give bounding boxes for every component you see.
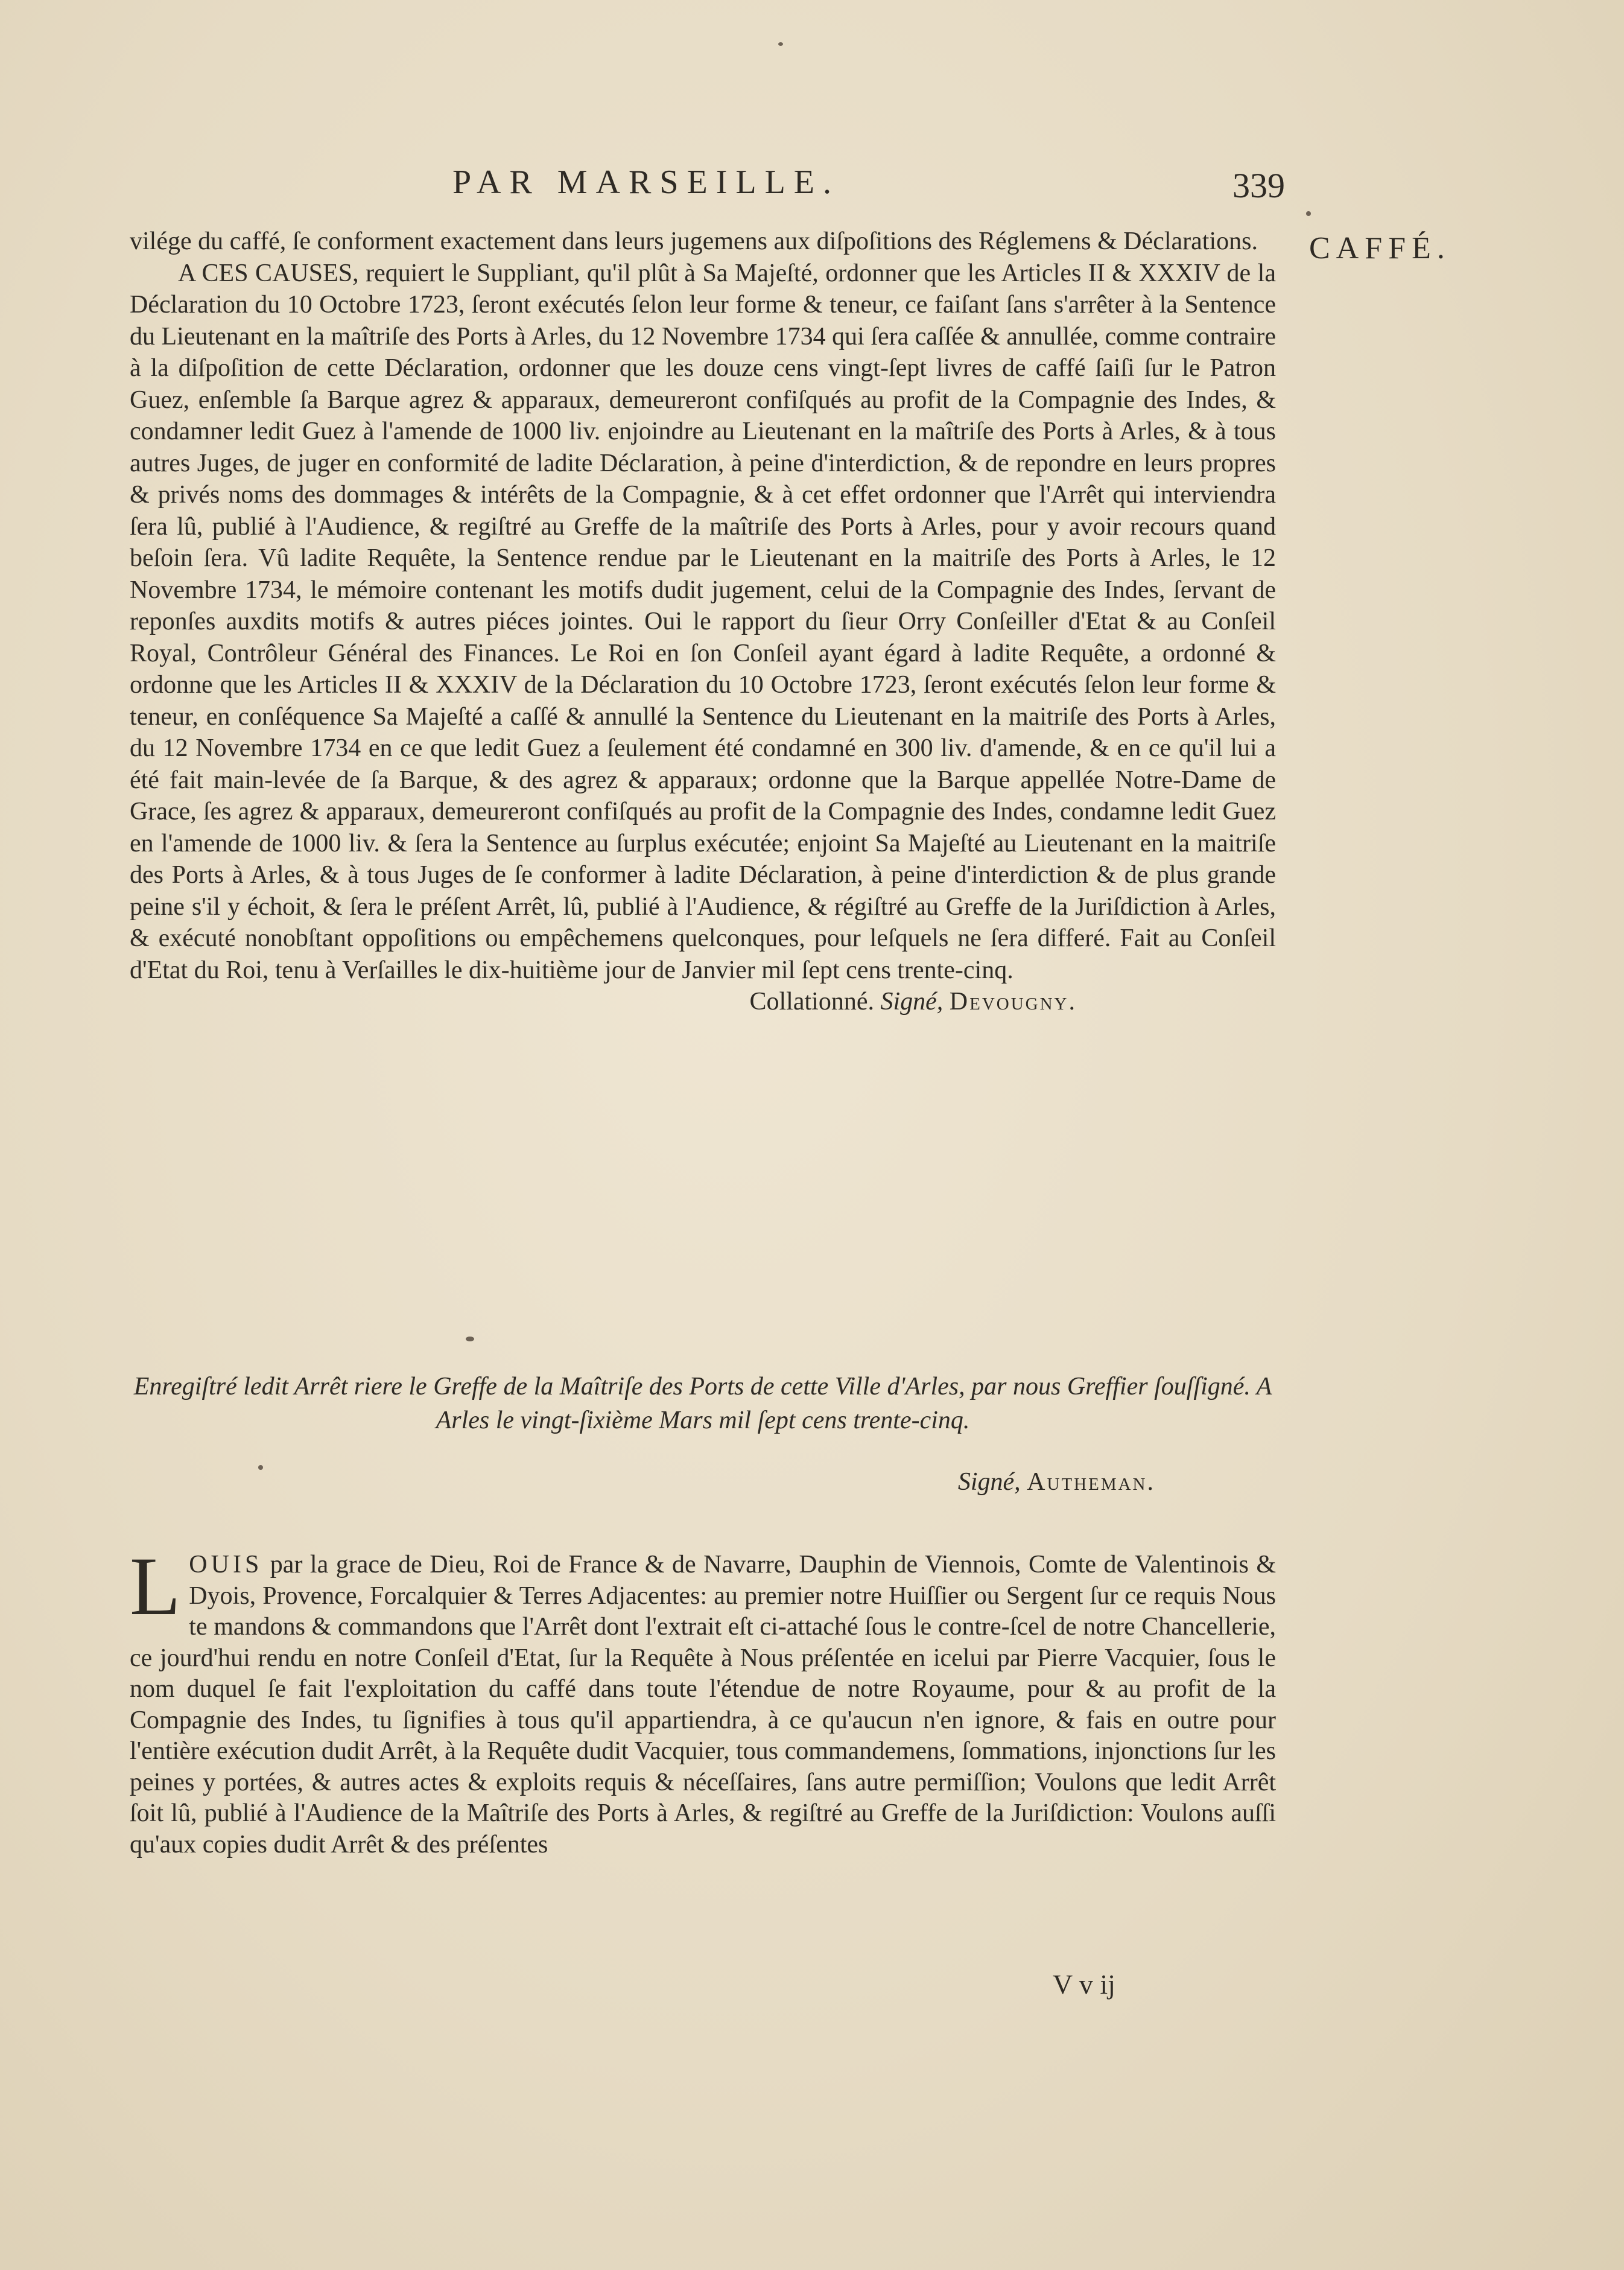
page-number: 339 — [1232, 166, 1285, 205]
drop-cap: L — [130, 1540, 181, 1632]
opening-words: OUIS — [189, 1551, 263, 1579]
collation-signature — [130, 986, 1276, 1018]
signatory-name: Devougny. — [949, 988, 1077, 1016]
letters-text: par la grace de Dieu, Roi de France & de Navarre, Dauphin de Viennois, Comte de Valentinois & Dyois, Provence, Forcalquier & Terres Adjacentes: au premier notre Huiſſier ou Sergent ſur ce requis Nous te mandons & commandons que l'Arrêt dont l'extrait eſt ci-attaché ſous le contre-ſcel de notre Chancellerie, ce jourd'hui rendu en notre Conſeil d'Etat, ſur la Requête à Nous préſentée en icelui par Pierre Vacquier, ſous le nom duquel ſe fait l'exploitation du caffé dans toute l'étendue de notre Royaume, pour & au profit de la Compagnie des Indes, tu ſignifies à tous qu'il appartiendra, à ce qu'aucun n'en ignore, & fais en outre pour l'entière exécution dudit Arrêt, à la Requête dudit Vacquier, tous commandemens, ſommations, injonctions ſur les peines y portées, & autres actes & exploits requis & néceſſaires, ſans autre permiſſion; Voulons que ledit Arrêt ſoit lû, publié à l'Audience de la Maîtriſe des Ports à Arles, & regiſtré au Greffe de la Juriſdiction: Voulons auſſi qu'aux copies dudit Arrêt & des préſentes — [130, 1551, 1276, 1858]
greffier-name: Autheman. — [1027, 1468, 1155, 1496]
ink-speck — [1306, 211, 1311, 216]
registration-note: Enregiſtré ledit Arrêt riere le Greffe de la Maîtriſe des Ports de cette Ville d'Arles, par nous Greffier ſouſſigné. A Arles le vingt-ſixième Mars mil ſept cens trente-cinq. — [133, 1373, 1272, 1434]
margin-note: CAFFÉ. — [1309, 231, 1451, 265]
signe-label: Signé, — [880, 988, 944, 1016]
collation-label: Collationné. — [749, 988, 874, 1016]
paragraph-ruling: A CES CAUSES, requiert le Suppliant, qu'il plût à Sa Majeſté, ordonner que les Articles II & XXXIV de la Déclaration du 10 Octobre 1723, ſeront exécutés ſelon leur forme & teneur, ce faiſant ſans s'arrêter à la Sentence du Lieutenant en la maîtriſe des Ports à Arles, du 12 Novembre 1734 qui ſera caſſée & annullée, comme contraire à la diſpoſition de cette Déclaration, ordonner que les douze cens vingt-ſept livres de caffé ſaiſi ſur le Patron Guez, enſemble ſa Barque agrez & apparaux, demeureront confiſqués au profit de la Compagnie des Indes, & condamner ledit Guez à l'amende de 1000 liv. enjoindre au Lieutenant en la maîtriſe des Ports à Arles, & à tous autres Juges, de juger en conformité de ladite Déclaration, à peine d'interdiction, & de repondre en leurs propres & privés noms des dommages & intérêts de la Compagnie, & à cet effet ordonner que l'Arrêt qui interviendra ſera lû, publié à l'Audience, & regiſtré au Greffe de la maîtriſe des Ports à Arles, pour y avoir recours quand beſoin ſera. Vû ladite Requête, la Sentence rendue par le Lieutenant en la maitriſe des Ports à Arles, le 12 Novembre 1734, le mémoire contenant les motifs dudit jugement, celui de la Compagnie des Indes, ſervant de reponſes auxdits motifs & autres piéces jointes. Oui le rapport du ſieur Orry Conſeiller d'Etat & au Conſeil Royal, Contrôleur Général des Finances. Le Roi en ſon Conſeil ayant égard à ladite Requête, a ordonné & ordonne que les Articles II & XXXIV de la Déclaration du 10 Octobre 1723, ſeront exécutés ſelon leur forme & teneur, en conſéquence Sa Majeſté a caſſé & annullé la Sentence du Lieutenant en la maitriſe des Ports à Arles, du 12 Novembre 1734 en ce que ledit Guez a ſeulement été condamné en 300 liv. d'amende, & en ce qu'il lui a été fait main-levée de ſa Barque, & des agrez & apparaux; ordonne que la Barque appellée Notre-Dame de Grace, ſes agrez & apparaux, demeureront confiſqués au profit de la Compagnie des Indes, condamne ledit Guez en l'amende de 1000 liv. & ſera la Sentence au ſurplus exécutée; enjoint Sa Majeſté au Lieutenant en la maitriſe des Ports à Arles, & à tous Juges de ſe conformer à ladite Déclaration, à peine d'interdiction & de plus grande peine s'il y échoit, & ſera le préſent Arrêt, lû, publié à l'Audience, & régiſtré au Greffe de la Juriſdiction à Arles, & exécuté nonobſtant oppoſitions ou empêchemens quelconques, pour leſquels ne ſera differé. Fait au Conſeil d'Etat du Roi, tenu à Verſailles le dix-huitième jour de Janvier mil ſept cens trente-cinq. — [130, 259, 1276, 984]
ink-speck — [466, 1337, 474, 1341]
registration-signature — [130, 1467, 1276, 1496]
running-title: PAR MARSEILLE. — [452, 164, 840, 201]
signature-mark: V v ij — [1053, 1969, 1115, 2000]
paragraph-continuation: vilége du caffé, ſe conforment exactement dans leurs jugemens aux diſpoſitions des Réglemens & Déclarations. — [130, 227, 1258, 255]
ink-speck — [258, 1465, 263, 1470]
arret-body — [130, 226, 1276, 1018]
ink-speck — [778, 42, 783, 46]
page-header — [121, 163, 1285, 211]
signe-label: Signé, — [957, 1468, 1021, 1496]
letters-patent — [130, 1540, 1276, 1860]
